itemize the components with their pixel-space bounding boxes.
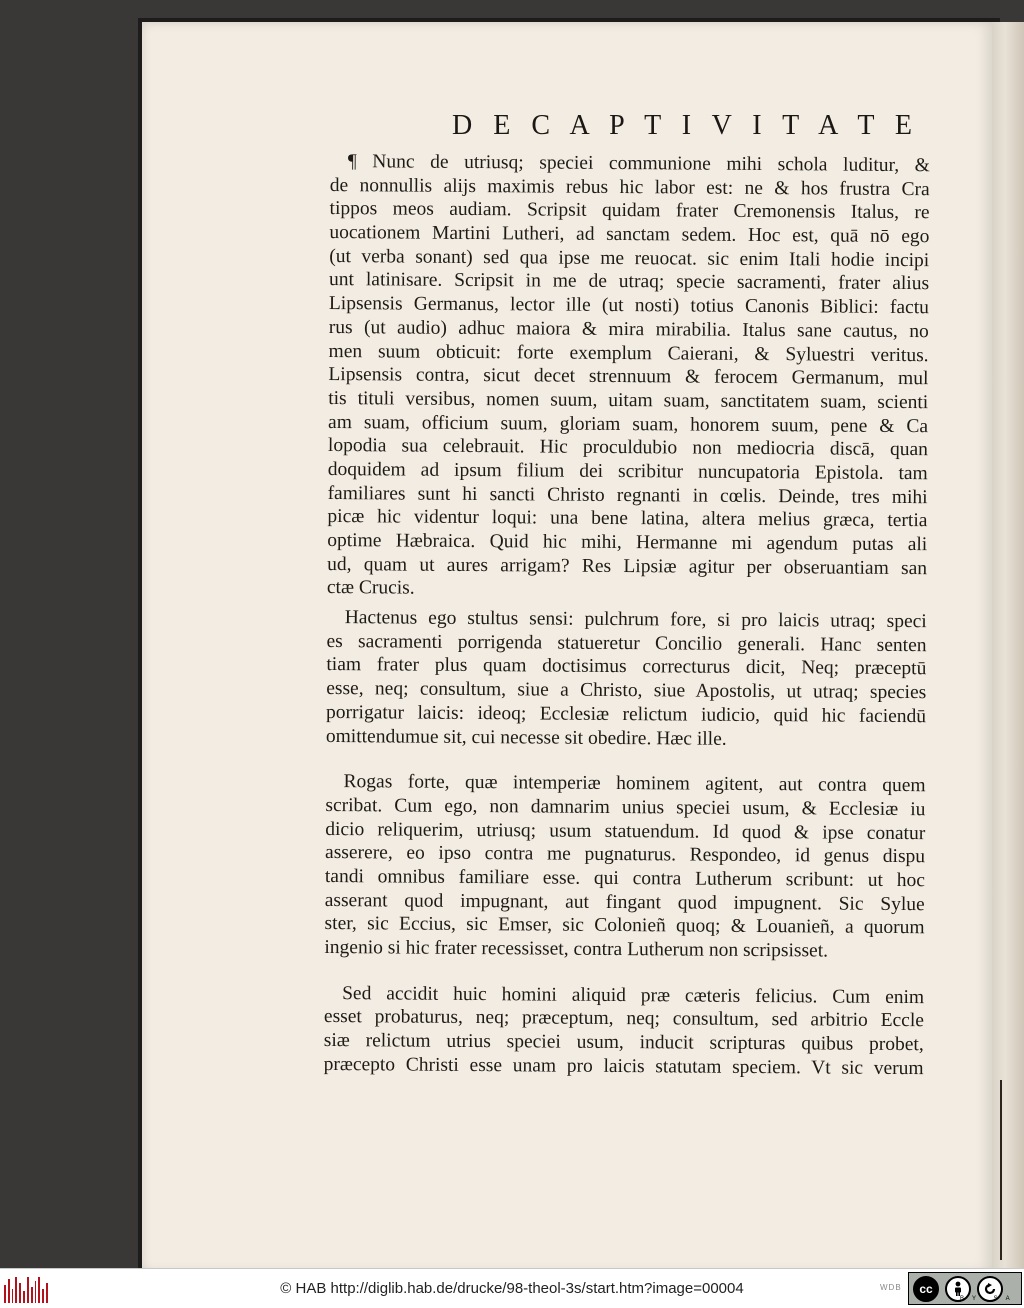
text-line: tippos meos audiam. Scripsit quidam frater Cremonensis Italus, re bbox=[329, 198, 930, 224]
text-line: esse, neq; consultum, siue a Christo, siue Apostolis, ut utraq; species bbox=[326, 678, 927, 704]
text-line: tis tituli versibus, nomen suum, uitam suam, sanctitatem suam, scienti bbox=[328, 387, 929, 414]
text-line: familiares sunt hi sancti Christo regnanti in cœlis. Deinde, tres mihi bbox=[327, 482, 928, 508]
text-line: (ut verba sonant) sed qua ipse me reuocat. sic enim Itali hodie incipi bbox=[329, 245, 930, 271]
text-line: am suam, officium suum, gloriam suam, honorem suum, pene & Ca bbox=[328, 411, 929, 437]
copyright-link[interactable]: © HAB http://diglib.hab.de/drucke/98-theol-3s/start.htm?image=00004 bbox=[280, 1280, 744, 1297]
cc-icon: cc bbox=[913, 1276, 939, 1302]
text-line: asserere, eo ipso contra me pugnaturus. Respondeo, id genus dispu bbox=[325, 842, 926, 868]
text-line: dicio reliquerim, utriusq; usum statuendum. Id quod & ipse conatur bbox=[325, 818, 926, 844]
text-line: Hactenus ego stultus sensi: pulchrum fore, si pro laicis utraq; speci bbox=[344, 607, 927, 633]
text-line: scribat. Cum ego, non damnarim unius speciei usum, & Ecclesiæ iu bbox=[325, 794, 926, 821]
footer-bar bbox=[0, 1268, 1024, 1308]
text-line: uocationem Martini Lutheri, ad sanctam sedem. Hoc est, quā nō ego bbox=[329, 222, 930, 248]
binding-line bbox=[1000, 1080, 1002, 1260]
paragraph-1 bbox=[327, 150, 930, 604]
text-line: porrigatur laicis: ideoq; Ecclesiæ relictum iudicio, quid hic faciendū bbox=[326, 701, 927, 727]
share-alike-glyph bbox=[982, 1281, 998, 1297]
text-line: es sacramenti porrigenda statueretur Concilio generali. Hanc senten bbox=[326, 630, 927, 656]
text-line: ctæ Crucis. bbox=[326, 577, 415, 599]
text-line: lopodia sua celebrauit. Hic proculdubio non mediocria discā, quan bbox=[327, 435, 928, 461]
cc-by-sa-labels: BY SA bbox=[960, 1296, 1018, 1302]
text-line: optime Hæbraica. Quid hic mihi, Hermanne mi agendum putas ali bbox=[327, 529, 928, 556]
text-line: Rogas forte, quæ intemperiæ hominem agitent, aut contra quem bbox=[343, 771, 926, 797]
text-line: men suum obticuit: forte exemplum Caierani, & Syluestri veritus. bbox=[328, 340, 929, 366]
page-text bbox=[324, 150, 930, 1081]
text-line: Lipsensis contra, sicut decet strennuum & ferocem Germanum, mul bbox=[328, 364, 929, 390]
text-line: asserant quod impugnant, aut fingant quod impugnent. Sic Sylue bbox=[324, 889, 925, 915]
text-line: ingenio si hic frater recessisset, contra Lutherum non scripsisset. bbox=[324, 936, 829, 962]
facing-page-edge bbox=[992, 22, 1024, 1268]
text-line: tandi omnibus familiare esse. qui contra Lutherum scribunt: ut hoc bbox=[324, 865, 925, 892]
text-line: de nonnullis alijs maximis rebus hic labor est: ne & hos frustra Cra bbox=[329, 174, 930, 200]
text-line: omittendumue sit, cui necesse sit obedire. Hæc ille. bbox=[325, 725, 727, 750]
text-line: doquidem ad ipsum filium dei scribitur nuncupatoria Epistola. tam bbox=[327, 458, 928, 485]
text-line: siæ relictum utrius speciei usum, inducit scripturas quibus probet, bbox=[323, 1030, 924, 1056]
person-glyph bbox=[951, 1281, 965, 1297]
text-line: præcepto Christi esse unam pro laicis statutam speciem. Vt sic verum bbox=[323, 1053, 924, 1079]
wdb-label: WDB bbox=[880, 1283, 902, 1292]
paragraph-2 bbox=[326, 606, 927, 752]
text-line: tiam frater plus quam doctisimus correcturus dicit, Neq; præceptū bbox=[326, 654, 927, 680]
text-line: esset probaturus, neq; præceptum, neq; consultum, sed arbitrio Eccle bbox=[323, 1006, 925, 1032]
text-line: picæ hic videntur loqui: una bene latina, altera melius græca, tertia bbox=[327, 506, 928, 532]
text-line: unt latinisare. Scripsit in me de utraq; specie sacramenti, frater alius bbox=[329, 269, 930, 295]
running-head: D E C A P T I V I T A T E bbox=[452, 110, 920, 141]
text-line: rus (ut audio) adhuc maiora & mira mirabilia. Italus sane cautus, no bbox=[328, 316, 929, 342]
text-line: ster, sic Eccius, sic Emser, sic Colonieñ quoq; & Louanieñ, a quorum bbox=[324, 913, 925, 939]
text-line: ud, quam ut aures arrigam? Res Lipsiæ agitur per obseruantiam san bbox=[327, 553, 928, 579]
paragraph-4 bbox=[324, 982, 925, 1081]
text-line: ¶ Nunc de utriusq; speciei communione mihi schola luditur, & bbox=[347, 151, 930, 177]
text-line: Lipsensis Germanus, lector ille (ut nosti) totius Canonis Biblici: factu bbox=[328, 293, 929, 319]
text-line: Sed accidit huic homini aliquid præ cæteris felicius. Cum enim bbox=[342, 982, 925, 1008]
paragraph-3 bbox=[324, 770, 925, 964]
